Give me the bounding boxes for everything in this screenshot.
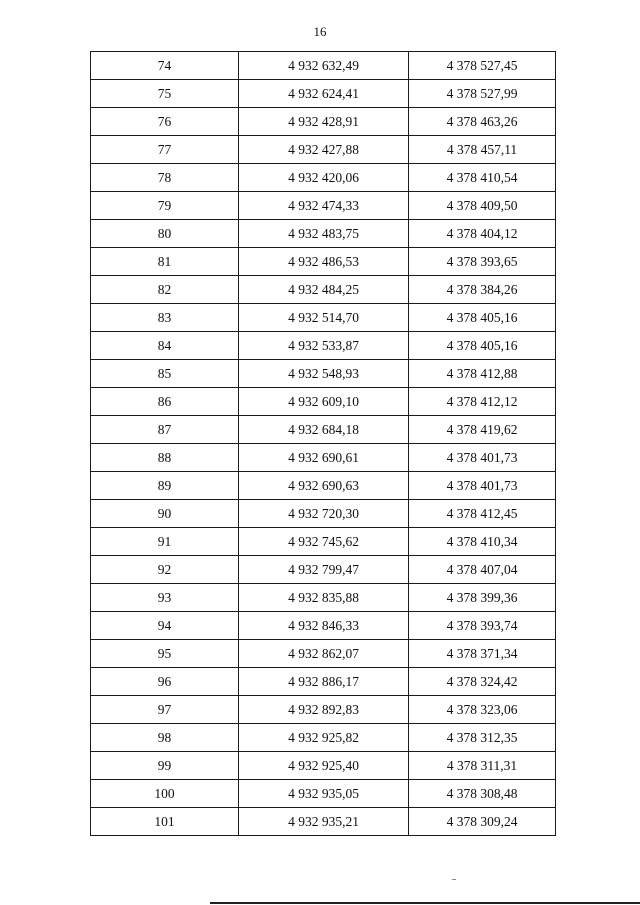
- x-coordinate-cell: 4 932 835,88: [239, 584, 409, 612]
- x-coordinate-cell: 4 932 745,62: [239, 528, 409, 556]
- point-number-cell: 97: [91, 696, 239, 724]
- y-coordinate-cell: 4 378 412,88: [409, 360, 556, 388]
- table-row: [91, 472, 556, 500]
- y-coordinate-cell: 4 378 463,26: [409, 108, 556, 136]
- x-coordinate-cell: 4 932 632,49: [239, 52, 409, 80]
- y-coordinate-cell: 4 378 410,34: [409, 528, 556, 556]
- y-coordinate-cell: 4 378 419,62: [409, 416, 556, 444]
- table-row: [91, 388, 556, 416]
- bottom-rule: [210, 902, 640, 904]
- x-coordinate-cell: 4 932 720,30: [239, 500, 409, 528]
- x-coordinate-cell: 4 932 886,17: [239, 668, 409, 696]
- point-number-cell: 96: [91, 668, 239, 696]
- point-number-cell: 101: [91, 808, 239, 836]
- x-coordinate-cell: 4 932 846,33: [239, 612, 409, 640]
- x-coordinate-cell: 4 932 609,10: [239, 388, 409, 416]
- table-row: [91, 164, 556, 192]
- x-coordinate-cell: 4 932 862,07: [239, 640, 409, 668]
- page-number: 16: [313, 24, 327, 39]
- x-coordinate-cell: 4 932 624,41: [239, 80, 409, 108]
- x-coordinate-cell: 4 932 474,33: [239, 192, 409, 220]
- table-row: [91, 500, 556, 528]
- scan-speck: [452, 879, 456, 880]
- y-coordinate-cell: 4 378 309,24: [409, 808, 556, 836]
- point-number-cell: 93: [91, 584, 239, 612]
- table-row: [91, 640, 556, 668]
- table-row: [91, 724, 556, 752]
- point-number-cell: 76: [91, 108, 239, 136]
- table-row: [91, 808, 556, 836]
- table-row: [91, 556, 556, 584]
- point-number-cell: 77: [91, 136, 239, 164]
- x-coordinate-cell: 4 932 690,61: [239, 444, 409, 472]
- point-number-cell: 98: [91, 724, 239, 752]
- y-coordinate-cell: 4 378 312,35: [409, 724, 556, 752]
- x-coordinate-cell: 4 932 533,87: [239, 332, 409, 360]
- table-row: [91, 528, 556, 556]
- y-coordinate-cell: 4 378 410,54: [409, 164, 556, 192]
- table-row: [91, 584, 556, 612]
- y-coordinate-cell: 4 378 527,45: [409, 52, 556, 80]
- y-coordinate-cell: 4 378 404,12: [409, 220, 556, 248]
- y-coordinate-cell: 4 378 457,11: [409, 136, 556, 164]
- point-number-cell: 91: [91, 528, 239, 556]
- x-coordinate-cell: 4 932 486,53: [239, 248, 409, 276]
- point-number-cell: 79: [91, 192, 239, 220]
- table-row: [91, 668, 556, 696]
- y-coordinate-cell: 4 378 393,65: [409, 248, 556, 276]
- table-row: [91, 752, 556, 780]
- table-row: [91, 276, 556, 304]
- y-coordinate-cell: 4 378 311,31: [409, 752, 556, 780]
- table-row: [91, 332, 556, 360]
- point-number-cell: 87: [91, 416, 239, 444]
- table-row: [91, 444, 556, 472]
- table-row: [91, 192, 556, 220]
- point-number-cell: 90: [91, 500, 239, 528]
- point-number-cell: 78: [91, 164, 239, 192]
- table-row: [91, 108, 556, 136]
- coordinates-table: [90, 51, 556, 836]
- y-coordinate-cell: 4 378 407,04: [409, 556, 556, 584]
- y-coordinate-cell: 4 378 409,50: [409, 192, 556, 220]
- point-number-cell: 100: [91, 780, 239, 808]
- table-row: [91, 612, 556, 640]
- point-number-cell: 80: [91, 220, 239, 248]
- table-row: [91, 416, 556, 444]
- y-coordinate-cell: 4 378 324,42: [409, 668, 556, 696]
- x-coordinate-cell: 4 932 935,21: [239, 808, 409, 836]
- y-coordinate-cell: 4 378 308,48: [409, 780, 556, 808]
- point-number-cell: 99: [91, 752, 239, 780]
- y-coordinate-cell: 4 378 323,06: [409, 696, 556, 724]
- table-row: [91, 52, 556, 80]
- point-number-cell: 74: [91, 52, 239, 80]
- point-number-cell: 75: [91, 80, 239, 108]
- x-coordinate-cell: 4 932 483,75: [239, 220, 409, 248]
- point-number-cell: 81: [91, 248, 239, 276]
- y-coordinate-cell: 4 378 371,34: [409, 640, 556, 668]
- x-coordinate-cell: 4 932 514,70: [239, 304, 409, 332]
- point-number-cell: 84: [91, 332, 239, 360]
- x-coordinate-cell: 4 932 484,25: [239, 276, 409, 304]
- y-coordinate-cell: 4 378 412,45: [409, 500, 556, 528]
- point-number-cell: 94: [91, 612, 239, 640]
- x-coordinate-cell: 4 932 690,63: [239, 472, 409, 500]
- x-coordinate-cell: 4 932 548,93: [239, 360, 409, 388]
- table-row: [91, 780, 556, 808]
- table-row: [91, 304, 556, 332]
- y-coordinate-cell: 4 378 405,16: [409, 304, 556, 332]
- point-number-cell: 85: [91, 360, 239, 388]
- x-coordinate-cell: 4 932 427,88: [239, 136, 409, 164]
- x-coordinate-cell: 4 932 684,18: [239, 416, 409, 444]
- y-coordinate-cell: 4 378 405,16: [409, 332, 556, 360]
- y-coordinate-cell: 4 378 401,73: [409, 472, 556, 500]
- table-row: [91, 80, 556, 108]
- point-number-cell: 86: [91, 388, 239, 416]
- x-coordinate-cell: 4 932 935,05: [239, 780, 409, 808]
- y-coordinate-cell: 4 378 384,26: [409, 276, 556, 304]
- point-number-cell: 95: [91, 640, 239, 668]
- table-row: [91, 696, 556, 724]
- x-coordinate-cell: 4 932 428,91: [239, 108, 409, 136]
- table-row: [91, 248, 556, 276]
- point-number-cell: 92: [91, 556, 239, 584]
- y-coordinate-cell: 4 378 393,74: [409, 612, 556, 640]
- point-number-cell: 83: [91, 304, 239, 332]
- x-coordinate-cell: 4 932 420,06: [239, 164, 409, 192]
- x-coordinate-cell: 4 932 799,47: [239, 556, 409, 584]
- x-coordinate-cell: 4 932 925,40: [239, 752, 409, 780]
- y-coordinate-cell: 4 378 412,12: [409, 388, 556, 416]
- table-row: [91, 360, 556, 388]
- y-coordinate-cell: 4 378 399,36: [409, 584, 556, 612]
- coordinates-table-body: [91, 52, 556, 836]
- point-number-cell: 89: [91, 472, 239, 500]
- x-coordinate-cell: 4 932 925,82: [239, 724, 409, 752]
- x-coordinate-cell: 4 932 892,83: [239, 696, 409, 724]
- table-row: [91, 136, 556, 164]
- y-coordinate-cell: 4 378 401,73: [409, 444, 556, 472]
- point-number-cell: 82: [91, 276, 239, 304]
- table-row: [91, 220, 556, 248]
- point-number-cell: 88: [91, 444, 239, 472]
- y-coordinate-cell: 4 378 527,99: [409, 80, 556, 108]
